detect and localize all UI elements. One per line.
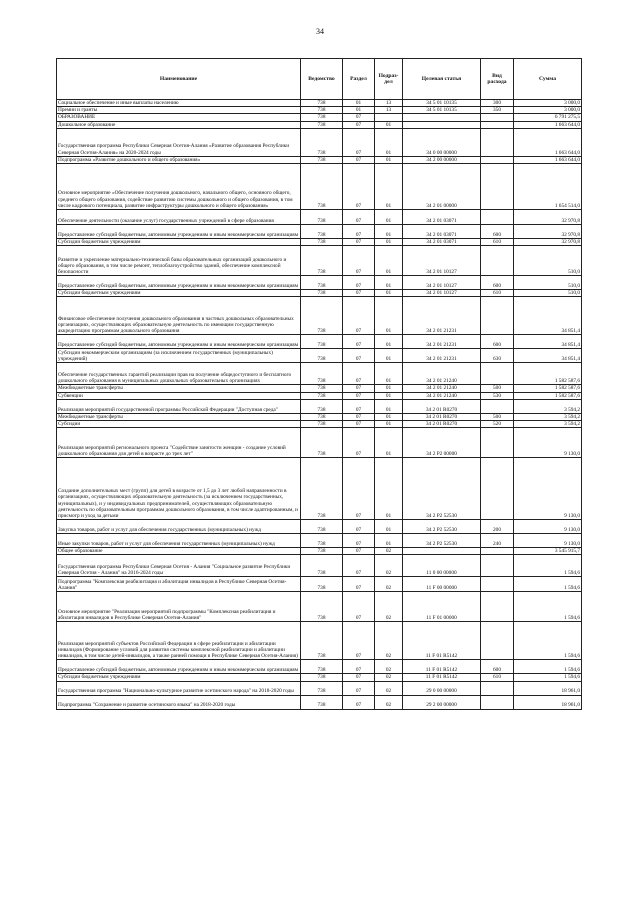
cell-summa: 1 594,6 (514, 555, 582, 577)
cell-podrazdel (375, 114, 403, 121)
cell-vedomstvo: 738 (301, 363, 343, 385)
table-row (57, 290, 582, 297)
cell-tselevaya: 11 F 01 R5142 (403, 622, 481, 660)
cell-summa: 1 582 587,6 (514, 392, 582, 399)
header-tselevaya: Целевая статья (403, 59, 481, 100)
cell-vedomstvo: 738 (301, 107, 343, 114)
table-row (57, 225, 582, 239)
cell-name: Субвенции (57, 392, 301, 399)
cell-summa: 32 970,8 (514, 225, 582, 239)
cell-summa: 1 594,6 (514, 660, 582, 674)
cell-vedomstvo: 738 (301, 520, 343, 534)
cell-summa: 18 961,0 (514, 695, 582, 709)
cell-vid-rashoda: 630 (481, 349, 514, 363)
cell-vid-rashoda: 610 (481, 674, 514, 681)
cell-summa: 34 851,4 (514, 349, 582, 363)
cell-vedomstvo: 738 (301, 458, 343, 520)
cell-vid-rashoda (481, 246, 514, 276)
cell-razdel: 07 (343, 660, 375, 674)
table-row (57, 128, 582, 156)
cell-vid-rashoda: 600 (481, 335, 514, 349)
cell-summa: 1 654 514,0 (514, 164, 582, 210)
cell-vedomstvo: 738 (301, 156, 343, 163)
cell-tselevaya: 34 2 01 21231 (403, 335, 481, 349)
cell-podrazdel: 02 (375, 681, 403, 695)
table-row (57, 246, 582, 276)
table-row (57, 458, 582, 520)
cell-name: Социальное обеспечение и иные выплаты населению (57, 100, 301, 107)
cell-vid-rashoda: 610 (481, 290, 514, 297)
cell-name: Финансовое обеспечение получения дошкольного образования в частных дошкольных образовательных организациях, осуществляющих образовательную деятельность по имеющим государственную аккредитацию программам дошкольного образования (57, 297, 301, 335)
table-row (57, 349, 582, 363)
table-row (57, 164, 582, 210)
cell-razdel: 07 (343, 290, 375, 297)
cell-vedomstvo: 738 (301, 421, 343, 428)
cell-name: Обеспечение государственных гарантий реализации прав на получение общедоступного и бесплатного дошкольного образования в муниципальных дошкольных образовательных организациях (57, 363, 301, 385)
cell-summa: 32 970,8 (514, 239, 582, 246)
cell-name: Обеспечение деятельности (оказание услуг) государственных учреждений в сфере образования (57, 210, 301, 225)
cell-vid-rashoda: 200 (481, 520, 514, 534)
cell-tselevaya: 29 2 00 00000 (403, 695, 481, 709)
cell-razdel: 07 (343, 695, 375, 709)
cell-vid-rashoda (481, 363, 514, 385)
cell-summa: 18 961,0 (514, 681, 582, 695)
cell-razdel: 07 (343, 121, 375, 128)
cell-tselevaya: 34 2 01 03071 (403, 210, 481, 225)
table-row (57, 121, 582, 128)
table-row (57, 335, 582, 349)
cell-vedomstvo: 738 (301, 534, 343, 548)
cell-razdel: 07 (343, 622, 375, 660)
cell-summa: 9 130,0 (514, 520, 582, 534)
table-row (57, 276, 582, 290)
cell-podrazdel: 02 (375, 592, 403, 622)
cell-tselevaya: 11 F 01 R5142 (403, 674, 481, 681)
cell-podrazdel: 01 (375, 335, 403, 349)
cell-razdel: 07 (343, 239, 375, 246)
cell-tselevaya: 34 5 01 10135 (403, 107, 481, 114)
cell-vedomstvo: 738 (301, 297, 343, 335)
cell-vid-rashoda (481, 114, 514, 121)
cell-tselevaya: 34 2 01 03071 (403, 225, 481, 239)
table-row (57, 297, 582, 335)
cell-tselevaya (403, 114, 481, 121)
cell-razdel: 07 (343, 225, 375, 239)
cell-vid-rashoda: 600 (481, 225, 514, 239)
cell-vid-rashoda: 300 (481, 100, 514, 107)
cell-podrazdel: 01 (375, 246, 403, 276)
cell-vid-rashoda (481, 297, 514, 335)
cell-name: Субсидии бюджетным учреждениям (57, 290, 301, 297)
cell-summa: 510,0 (514, 246, 582, 276)
cell-name: Развитие и укрепление материально-технической базы образовательных организаций дошкольного и общего образования, в том числе ремонт, теплоблагоустройство зданий, обеспечение комплексной безопасности (57, 246, 301, 276)
cell-razdel: 07 (343, 399, 375, 413)
header-razdel: Раздел (343, 59, 375, 100)
cell-vedomstvo: 738 (301, 164, 343, 210)
cell-razdel: 07 (343, 297, 375, 335)
cell-name: Создание дополнительных мест (групп) для детей в возрасте от 1,5 до 3 лет любой направленности в организациях, осуществляющих образовательную деятельность (за исключением государственных, муниципальных), и у индивидуальных предпринимателей, осуществляющих образовательную деятельность по образовательным программам дошкольного образования, в том числе адаптированным, и присмотр и уход за детьми (57, 458, 301, 520)
cell-vid-rashoda (481, 121, 514, 128)
cell-razdel: 07 (343, 210, 375, 225)
cell-name: Субсидии (57, 421, 301, 428)
cell-summa: 3 594,2 (514, 421, 582, 428)
cell-summa: 9 130,0 (514, 534, 582, 548)
cell-summa: 32 970,8 (514, 210, 582, 225)
cell-razdel: 07 (343, 421, 375, 428)
cell-vedomstvo: 738 (301, 128, 343, 156)
cell-tselevaya: 11 F 01 00000 (403, 592, 481, 622)
cell-vid-rashoda: 350 (481, 107, 514, 114)
cell-podrazdel: 01 (375, 458, 403, 520)
cell-vid-rashoda (481, 428, 514, 458)
cell-tselevaya: 34 2 01 00000 (403, 164, 481, 210)
cell-vid-rashoda (481, 555, 514, 577)
cell-vid-rashoda (481, 695, 514, 709)
table-row (57, 210, 582, 225)
cell-name: Реализация мероприятий субъектов Российской Федерации в сфере реабилитации и абилитации инвалидов (Формирование условий для развития системы комплексной реабилитации и абилитации инвалидов, в том числе детей-инвалидов, а также ранней помощи в Республике Северная Осетия-Алания) (57, 622, 301, 660)
cell-vid-rashoda (481, 548, 514, 555)
cell-vid-rashoda (481, 210, 514, 225)
cell-vedomstvo: 738 (301, 392, 343, 399)
cell-vedomstvo: 738 (301, 114, 343, 121)
cell-vid-rashoda (481, 399, 514, 413)
cell-summa: 1 663 644,0 (514, 156, 582, 163)
cell-vid-rashoda: 610 (481, 239, 514, 246)
cell-name: Предоставление субсидий бюджетным, автономным учреждениям и иным некоммерческим организациям (57, 335, 301, 349)
cell-name: Иные закупки товаров, работ и услуг для обеспечения государственных (муниципальных) нужд (57, 534, 301, 548)
table-row (57, 577, 582, 592)
cell-tselevaya: 34 2 01 10127 (403, 276, 481, 290)
cell-summa: 510,0 (514, 290, 582, 297)
cell-name: Межбюджетные трансферты (57, 385, 301, 392)
cell-vedomstvo: 738 (301, 246, 343, 276)
cell-razdel: 07 (343, 577, 375, 592)
cell-razdel: 07 (343, 114, 375, 121)
table-row (57, 660, 582, 674)
cell-tselevaya: 34 2 01 R0270 (403, 413, 481, 420)
cell-tselevaya: 34 2 01 R0270 (403, 399, 481, 413)
cell-name: Закупка товаров, работ и услуг для обеспечения государственных (муниципальных) нужд (57, 520, 301, 534)
cell-summa: 3 594,2 (514, 399, 582, 413)
cell-name: Государственная программа "Национально-культурное развитие осетинского народа" на 2018-2020 годы (57, 681, 301, 695)
cell-name: Основное мероприятие «Обеспечение получения дошкольного, начального общего, основного общего, среднего общего образования, содействие развитию системы дошкольного и общего образования, в том числе кадрового потенциала, развитие инфраструктуры дошкольного и общего образования» (57, 164, 301, 210)
cell-razdel: 07 (343, 534, 375, 548)
cell-podrazdel: 01 (375, 385, 403, 392)
header-summa: Сумма (514, 59, 582, 100)
cell-tselevaya: 34 2 00 00000 (403, 156, 481, 163)
cell-podrazdel: 01 (375, 399, 403, 413)
cell-podrazdel: 02 (375, 622, 403, 660)
cell-summa: 1 594,6 (514, 674, 582, 681)
cell-podrazdel: 02 (375, 555, 403, 577)
cell-podrazdel: 02 (375, 674, 403, 681)
cell-razdel: 07 (343, 428, 375, 458)
cell-vid-rashoda (481, 681, 514, 695)
cell-podrazdel: 01 (375, 520, 403, 534)
cell-vedomstvo: 738 (301, 548, 343, 555)
cell-name: Предоставление субсидий бюджетным, автономным учреждениям и иным некоммерческим организациям (57, 660, 301, 674)
cell-vedomstvo: 738 (301, 399, 343, 413)
cell-tselevaya: 34 2 01 21240 (403, 385, 481, 392)
table-row (57, 385, 582, 392)
cell-vid-rashoda: 500 (481, 413, 514, 420)
cell-tselevaya: 34 0 00 00000 (403, 128, 481, 156)
cell-vedomstvo: 738 (301, 695, 343, 709)
cell-vedomstvo: 738 (301, 674, 343, 681)
cell-vedomstvo: 738 (301, 100, 343, 107)
cell-razdel: 01 (343, 107, 375, 114)
cell-tselevaya: 34 2 01 21231 (403, 297, 481, 335)
page-number: 34 (316, 27, 324, 36)
cell-vedomstvo: 738 (301, 555, 343, 577)
cell-podrazdel: 02 (375, 695, 403, 709)
table-row (57, 413, 582, 420)
cell-podrazdel: 13 (375, 100, 403, 107)
cell-vid-rashoda (481, 164, 514, 210)
cell-vedomstvo: 738 (301, 413, 343, 420)
cell-podrazdel: 01 (375, 239, 403, 246)
cell-razdel: 07 (343, 335, 375, 349)
cell-razdel: 07 (343, 164, 375, 210)
cell-podrazdel: 01 (375, 363, 403, 385)
cell-name: Межбюджетные трансферты (57, 413, 301, 420)
cell-name: Субсидии бюджетным учреждениям (57, 239, 301, 246)
header-vid-rashoda: Вид расхода (481, 59, 514, 100)
table-row (57, 114, 582, 121)
table-row (57, 239, 582, 246)
cell-vedomstvo: 738 (301, 290, 343, 297)
cell-name: Общее образование (57, 548, 301, 555)
header-name: Наименование (57, 59, 301, 100)
cell-tselevaya: 34 2 P2 52530 (403, 534, 481, 548)
cell-name: Субсидии некоммерческим организациям (за исключением государственных (муниципальных) учреждений) (57, 349, 301, 363)
cell-podrazdel: 01 (375, 428, 403, 458)
cell-tselevaya: 34 2 01 R0270 (403, 421, 481, 428)
cell-vid-rashoda (481, 577, 514, 592)
cell-name: Дошкольное образование (57, 121, 301, 128)
cell-summa: 34 851,4 (514, 335, 582, 349)
cell-razdel: 07 (343, 548, 375, 555)
table-row (57, 399, 582, 413)
cell-vedomstvo: 738 (301, 349, 343, 363)
cell-razdel: 07 (343, 385, 375, 392)
cell-name: Премии и гранты (57, 107, 301, 114)
cell-vid-rashoda: 500 (481, 385, 514, 392)
table-row (57, 548, 582, 555)
cell-vid-rashoda: 520 (481, 421, 514, 428)
cell-podrazdel: 01 (375, 128, 403, 156)
cell-podrazdel: 01 (375, 297, 403, 335)
table-row (57, 681, 582, 695)
cell-razdel: 07 (343, 458, 375, 520)
table-header-row (57, 59, 582, 100)
cell-summa: 9 130,0 (514, 428, 582, 458)
cell-vedomstvo: 738 (301, 210, 343, 225)
cell-summa: 9 130,0 (514, 458, 582, 520)
table-row (57, 622, 582, 660)
table-body (57, 100, 582, 710)
cell-razdel: 07 (343, 592, 375, 622)
cell-tselevaya: 34 2 01 21240 (403, 392, 481, 399)
cell-vedomstvo: 738 (301, 121, 343, 128)
cell-podrazdel: 01 (375, 210, 403, 225)
cell-tselevaya: 34 2 P2 00000 (403, 428, 481, 458)
cell-summa: 6 791 275,5 (514, 114, 582, 121)
cell-name: Реализация мероприятий государственной программы Российской Федерации "Доступная среда" (57, 399, 301, 413)
cell-vedomstvo: 738 (301, 276, 343, 290)
table-row (57, 695, 582, 709)
cell-summa: 1 582 587,6 (514, 363, 582, 385)
cell-vedomstvo: 738 (301, 660, 343, 674)
cell-podrazdel: 01 (375, 392, 403, 399)
cell-vid-rashoda (481, 458, 514, 520)
cell-name: Подпрограмма "Комплексная реабилитация и абилитация инвалидов в Республике Северная Осетия-Алания" (57, 577, 301, 592)
cell-summa: 1 663 644,0 (514, 128, 582, 156)
cell-vid-rashoda: 600 (481, 276, 514, 290)
cell-name: Подпрограмма «Развитие дошкольного и общего образования» (57, 156, 301, 163)
cell-tselevaya: 34 2 01 03071 (403, 239, 481, 246)
cell-tselevaya: 34 2 P2 52530 (403, 520, 481, 534)
header-vedomstvo: Ведомство (301, 59, 343, 100)
cell-vedomstvo: 738 (301, 681, 343, 695)
cell-podrazdel: 02 (375, 660, 403, 674)
cell-podrazdel: 01 (375, 534, 403, 548)
cell-podrazdel: 01 (375, 413, 403, 420)
cell-vedomstvo: 738 (301, 385, 343, 392)
table-row (57, 100, 582, 107)
cell-razdel: 07 (343, 156, 375, 163)
cell-summa: 3 000,0 (514, 100, 582, 107)
cell-name: Субсидии бюджетным учреждениям (57, 674, 301, 681)
cell-podrazdel: 01 (375, 225, 403, 239)
cell-razdel: 07 (343, 413, 375, 420)
cell-razdel: 07 (343, 276, 375, 290)
cell-tselevaya: 34 2 01 10127 (403, 246, 481, 276)
cell-razdel: 07 (343, 555, 375, 577)
table-row (57, 156, 582, 163)
cell-vedomstvo: 738 (301, 225, 343, 239)
cell-name: Основное мероприятие "Реализация мероприятий подпрограммы "Комплексная реабилитация и абилитация инвалидов в Республике Северная Осетия-Алания" (57, 592, 301, 622)
cell-vedomstvo: 738 (301, 239, 343, 246)
table-row (57, 555, 582, 577)
cell-tselevaya (403, 121, 481, 128)
table-row (57, 392, 582, 399)
cell-razdel: 07 (343, 520, 375, 534)
table-row (57, 428, 582, 458)
cell-summa: 3 000,0 (514, 107, 582, 114)
cell-razdel: 07 (343, 128, 375, 156)
cell-summa: 1 594,6 (514, 577, 582, 592)
cell-name: Государственная программа Республики Северная Осетия - Алания "Социальное развитие Республики Северная Осетия - Алания" на 2016-2024 годы (57, 555, 301, 577)
cell-podrazdel: 01 (375, 121, 403, 128)
cell-vedomstvo: 738 (301, 335, 343, 349)
cell-tselevaya: 34 2 01 21231 (403, 349, 481, 363)
cell-tselevaya: 34 2 01 10127 (403, 290, 481, 297)
cell-vedomstvo: 738 (301, 428, 343, 458)
cell-tselevaya: 34 2 01 21240 (403, 363, 481, 385)
cell-name: Государственная программа Республики Северная Осетия-Алания «Развитие образования Республики Северная Осетия-Алания» на 2020-2024 годы (57, 128, 301, 156)
cell-tselevaya: 11 F 00 00000 (403, 577, 481, 592)
cell-vedomstvo: 738 (301, 622, 343, 660)
cell-summa: 510,0 (514, 276, 582, 290)
cell-name: Подпрограмма "Сохранение и развитие осетинского языка" на 2018-2020 годы (57, 695, 301, 709)
cell-tselevaya: 29 0 00 00000 (403, 681, 481, 695)
cell-tselevaya: 11 0 00 00000 (403, 555, 481, 577)
cell-tselevaya: 34 5 01 10135 (403, 100, 481, 107)
cell-vid-rashoda (481, 128, 514, 156)
cell-vedomstvo: 738 (301, 592, 343, 622)
cell-razdel: 07 (343, 681, 375, 695)
cell-summa: 3 545 915,7 (514, 548, 582, 555)
budget-table (56, 58, 582, 710)
cell-razdel: 07 (343, 246, 375, 276)
cell-vid-rashoda (481, 592, 514, 622)
cell-name: ОБРАЗОВАНИЕ (57, 114, 301, 121)
cell-summa: 1 663 644,0 (514, 121, 582, 128)
cell-razdel: 07 (343, 363, 375, 385)
cell-podrazdel: 01 (375, 156, 403, 163)
table-row (57, 674, 582, 681)
cell-podrazdel: 01 (375, 276, 403, 290)
table-row (57, 592, 582, 622)
table-row (57, 363, 582, 385)
table-row (57, 107, 582, 114)
cell-podrazdel: 13 (375, 107, 403, 114)
cell-name: Предоставление субсидий бюджетным, автономным учреждениям и иным некоммерческим организациям (57, 276, 301, 290)
cell-tselevaya: 34 2 P2 52530 (403, 458, 481, 520)
cell-podrazdel: 02 (375, 548, 403, 555)
cell-razdel: 01 (343, 100, 375, 107)
cell-tselevaya: 11 F 01 R5142 (403, 660, 481, 674)
cell-podrazdel: 01 (375, 164, 403, 210)
cell-razdel: 07 (343, 674, 375, 681)
cell-podrazdel: 02 (375, 577, 403, 592)
header-podrazdel: Подраз-дел (375, 59, 403, 100)
cell-razdel: 07 (343, 349, 375, 363)
cell-summa: 1 594,6 (514, 592, 582, 622)
cell-podrazdel: 01 (375, 290, 403, 297)
cell-vid-rashoda (481, 622, 514, 660)
cell-name: Предоставление субсидий бюджетным, автономным учреждениям и иным некоммерческим организациям (57, 225, 301, 239)
cell-vedomstvo: 738 (301, 577, 343, 592)
cell-razdel: 07 (343, 392, 375, 399)
cell-vid-rashoda: 600 (481, 660, 514, 674)
cell-summa: 3 594,2 (514, 413, 582, 420)
cell-tselevaya (403, 548, 481, 555)
cell-podrazdel: 01 (375, 421, 403, 428)
cell-vid-rashoda: 530 (481, 392, 514, 399)
table-row (57, 421, 582, 428)
cell-summa: 1 582 587,6 (514, 385, 582, 392)
table-row (57, 520, 582, 534)
cell-vid-rashoda: 240 (481, 534, 514, 548)
cell-name: Реализация мероприятий регионального проекта "Содействие занятости женщин - создание условий дошкольного образования для детей в возрасте до трех лет" (57, 428, 301, 458)
cell-podrazdel: 01 (375, 349, 403, 363)
cell-summa: 34 851,4 (514, 297, 582, 335)
table-row (57, 534, 582, 548)
cell-summa: 1 594,6 (514, 622, 582, 660)
cell-vid-rashoda (481, 156, 514, 163)
